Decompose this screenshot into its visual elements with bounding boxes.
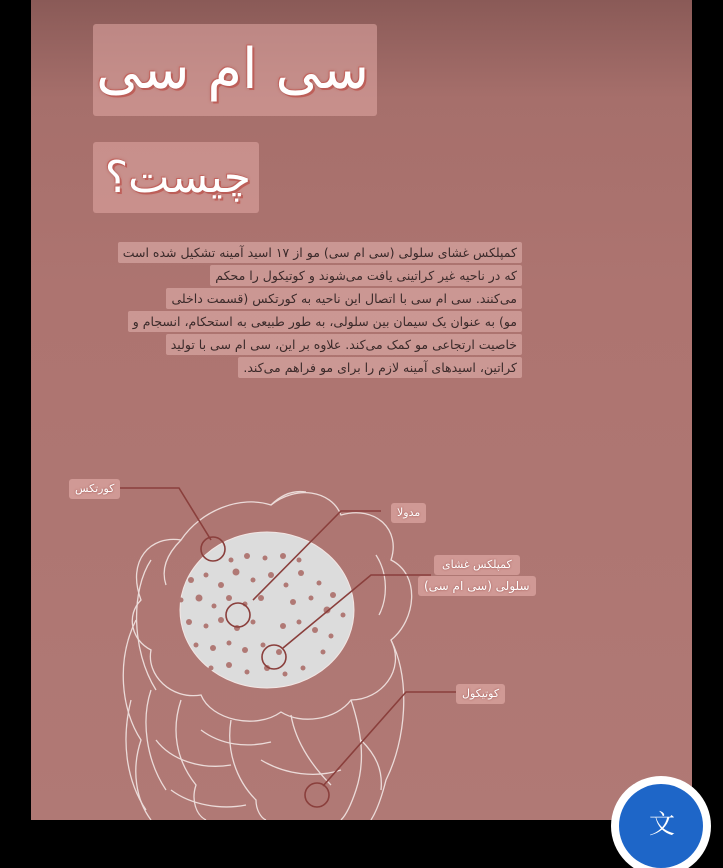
paragraph-line: کراتین، اسیدهای آمینه لازم را برای مو فراهم می‌کند. [238, 357, 522, 378]
label-cuticle: کوتیکول [456, 684, 505, 704]
paragraph-line: مو) به عنوان یک سیمان بین سلولی، به طور طبیعی به استحکام، انسجام و [128, 311, 522, 332]
paragraph-line: کمپلکس غشای سلولی (سی ام سی) مو از ۱۷ اسید آمینه تشکیل شده است [118, 242, 522, 263]
translate-icon: 文 [649, 810, 676, 840]
label-cmc-line-1: کمپلکس غشای [434, 555, 520, 575]
label-cortex: کورتکس [69, 479, 120, 499]
translate-button[interactable] [619, 784, 703, 868]
paragraph-line: که در ناحیه غیر کراتینی یافت می‌شوند و کوتیکول را محکم [210, 265, 522, 286]
paragraph-line: خاصیت ارتجاعی مو کمک می‌کند. علاوه بر این، سی ام سی با تولید [166, 334, 522, 355]
label-medulla: مدولا [391, 503, 426, 523]
infographic-page [31, 0, 692, 820]
title-line-2: چیست؟ [93, 142, 259, 213]
paragraph-line: می‌کنند. سی ام سی با اتصال این ناحیه به کورتکس (قسمت داخلی [166, 288, 522, 309]
title-line-1: سی ام سی [93, 24, 377, 116]
label-cmc-line-2: سلولی (سی ام سی) [418, 576, 536, 596]
hair-cross-section-diagram [31, 0, 692, 820]
